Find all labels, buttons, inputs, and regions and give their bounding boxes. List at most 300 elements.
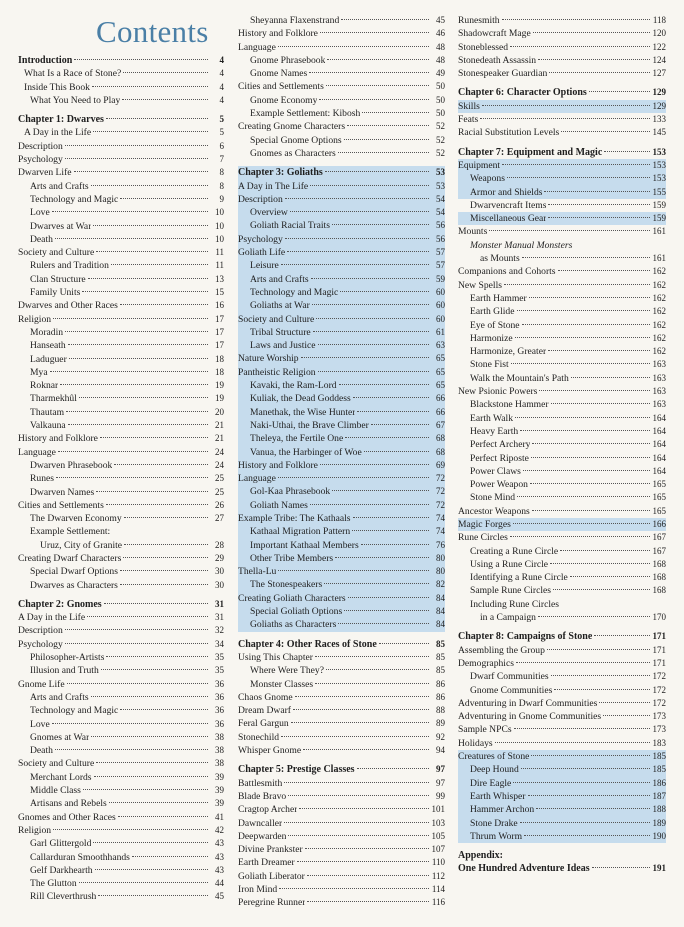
toc-entry	[458, 763, 666, 776]
toc-entry	[238, 54, 445, 67]
toc-entry	[18, 94, 224, 107]
toc-entry	[18, 419, 224, 432]
toc-entry	[458, 41, 666, 54]
dot-leader	[295, 696, 429, 697]
toc-chapter-entry	[238, 763, 445, 776]
toc-entry-label: Dwarves and Other Races	[18, 300, 118, 312]
toc-page-number: 164	[652, 412, 666, 423]
toc-entry-label: Monster Manual Monsters	[470, 239, 573, 251]
toc-entry-label: Language	[238, 41, 276, 53]
toc-entry-label: Gnomes as Characters	[250, 147, 336, 159]
toc-entry-label: Walk the Mountain's Path	[470, 372, 569, 384]
toc-entry-label: Philosopher-Artists	[30, 652, 105, 664]
toc-entry	[458, 319, 666, 332]
dot-leader	[517, 310, 651, 311]
toc-entry-label: Skills	[458, 100, 480, 112]
dot-leader	[495, 742, 650, 743]
dot-leader	[307, 901, 429, 902]
dot-leader	[319, 99, 429, 100]
dot-leader	[561, 131, 650, 132]
toc-entry	[238, 870, 445, 883]
toc-entry-label: Naki-Uthai, the Brave Climber	[250, 419, 369, 431]
toc-entry	[238, 14, 445, 27]
toc-page-number: 165	[652, 492, 666, 503]
toc-entry-label: Deep Hound	[470, 764, 519, 776]
toc-entry-label: Chaos Gnome	[238, 691, 293, 703]
toc-entry	[18, 797, 224, 810]
toc-page-number: 72	[436, 499, 445, 510]
toc-entry-label: The Glutton	[30, 878, 77, 890]
toc-page-number: 4	[219, 81, 224, 92]
toc-entry-label: Gnome Phrasebook	[250, 54, 326, 66]
toc-page-number: 116	[431, 897, 445, 908]
dot-leader	[290, 211, 429, 212]
dot-leader	[82, 291, 208, 292]
toc-chapter-entry	[18, 598, 224, 611]
toc-page-number: 50	[436, 94, 445, 105]
toc-entry-label: Overview	[250, 207, 288, 219]
toc-page-number: 107	[431, 844, 445, 855]
toc-entry	[18, 771, 224, 784]
toc-entry	[238, 193, 445, 206]
toc-entry-label: Society and Culture	[18, 758, 95, 770]
dot-leader	[281, 264, 429, 265]
toc-entry-label: Description	[18, 140, 63, 152]
dot-leader	[344, 610, 429, 611]
toc-entry	[238, 485, 445, 498]
dot-leader	[106, 118, 208, 119]
toc-entry-label: Stonespeaker Guardian	[458, 68, 548, 80]
toc-entry	[458, 710, 666, 723]
toc-entry-label: Manethak, the Wise Hunter	[250, 406, 356, 418]
toc-entry-label: Sheyanna Flaxenstrand	[250, 15, 340, 26]
toc-page-number: 168	[652, 572, 666, 583]
toc-entry-label: Gelf Darkhearth	[30, 864, 93, 876]
toc-entry-label: Tribal Structure	[250, 326, 311, 338]
toc-page-number: 30	[215, 566, 224, 577]
toc-entry-label: Stone Mind	[470, 492, 516, 504]
toc-entry-label: Creating Goliath Characters	[238, 592, 346, 604]
toc-chapter-entry	[458, 849, 666, 862]
toc-page-number: 31	[215, 612, 224, 623]
toc-page-number: 36	[215, 678, 224, 689]
toc-page-number: 10	[215, 207, 224, 218]
dot-leader	[106, 504, 208, 505]
toc-entry-label: Chapter 8: Campaigns of Stone	[458, 631, 593, 643]
toc-entry-label: Moradin	[30, 326, 64, 338]
toc-entry	[458, 305, 666, 318]
toc-entry	[458, 830, 666, 843]
toc-entry-label: Theleya, the Fertile One	[250, 433, 344, 445]
toc-entry	[18, 353, 224, 366]
toc-entry-label: Special Dwarf Options	[30, 566, 118, 578]
toc-page-number: 32	[215, 625, 224, 636]
toc-entry	[458, 558, 666, 571]
dot-leader	[120, 709, 208, 710]
dot-leader	[287, 251, 429, 252]
dot-leader	[56, 477, 208, 478]
dot-leader	[516, 662, 650, 663]
toc-page-number: 85	[436, 651, 445, 662]
dot-leader	[338, 623, 429, 624]
toc-page-number: 165	[652, 505, 666, 516]
toc-page-number: 65	[436, 380, 445, 391]
toc-page-number: 118	[652, 15, 666, 25]
toc-entry-label: Arts and Crafts	[250, 273, 309, 285]
toc-page-number: 94	[436, 745, 445, 756]
dot-leader	[511, 363, 650, 364]
dot-leader	[547, 649, 650, 650]
toc-page-number: 164	[652, 439, 666, 450]
dot-leader	[532, 443, 650, 444]
dot-leader	[532, 510, 650, 511]
toc-entry	[18, 140, 224, 153]
toc-entry	[238, 803, 445, 816]
dot-leader	[326, 669, 429, 670]
toc-entry	[238, 27, 445, 40]
toc-entry	[458, 398, 666, 411]
toc-entry	[238, 578, 445, 591]
toc-page-number: 54	[436, 207, 445, 218]
toc-entry	[238, 259, 445, 272]
toc-entry-label: Adventuring in Dwarf Communities	[458, 697, 598, 709]
toc-entry-label: Technology and Magic	[250, 286, 339, 298]
toc-entry-label: Dire Eagle	[470, 777, 512, 789]
toc-page-number: 25	[215, 486, 224, 497]
toc-entry	[458, 113, 666, 126]
toc-page-number: 168	[652, 585, 666, 596]
toc-page-number: 25	[215, 473, 224, 484]
toc-entry	[458, 478, 666, 491]
toc-entry-label: Society and Culture	[18, 247, 95, 259]
toc-page-number: 16	[215, 300, 224, 311]
toc-entry	[18, 339, 224, 352]
toc-page-number: 13	[215, 273, 224, 284]
toc-entry-label: Mounts	[458, 226, 488, 238]
toc-entry-label: History and Folklore	[238, 28, 318, 40]
toc-entry	[238, 744, 445, 757]
toc-page-number: 30	[215, 579, 224, 590]
toc-page-number: 11	[215, 247, 224, 258]
dot-leader	[551, 403, 650, 404]
toc-entry	[238, 134, 445, 147]
toc-chapter-entry	[458, 862, 666, 875]
toc-page-number: 18	[215, 366, 224, 377]
toc-entry-label: Stonechild	[238, 731, 280, 743]
dot-leader	[599, 702, 650, 703]
toc-entry	[238, 120, 445, 133]
toc-entry-label: Iron Mind	[238, 884, 278, 895]
toc-entry	[458, 737, 666, 750]
dot-leader	[285, 238, 429, 239]
toc-entry-label: Demographics	[458, 657, 514, 669]
toc-entry	[238, 731, 445, 744]
toc-entry	[238, 717, 445, 730]
dot-leader	[74, 171, 208, 172]
dot-leader	[94, 776, 208, 777]
dot-leader	[55, 749, 208, 750]
toc-page-number: 164	[652, 465, 666, 476]
dot-leader	[348, 597, 429, 598]
toc-page-number: 165	[652, 479, 666, 490]
toc-page-number: 84	[436, 606, 445, 617]
toc-page-number: 36	[215, 691, 224, 702]
toc-page-number: 145	[652, 127, 666, 138]
toc-page-number: 164	[652, 452, 666, 463]
toc-entry-label: A Day in the Life	[18, 612, 86, 624]
toc-entry-label: Holidays	[458, 737, 493, 749]
toc-entry-label: in a Campaign	[480, 612, 536, 624]
dot-leader	[592, 867, 650, 868]
toc-page-number: 129	[652, 87, 666, 98]
toc-page-number: 27	[215, 513, 224, 524]
toc-entry	[458, 14, 666, 27]
toc-entry-label: Example Settlement: Kibosh	[250, 108, 361, 120]
toc-page-number: 74	[436, 512, 445, 523]
toc-page-number: 89	[436, 718, 445, 729]
toc-entry-label: Gnome Names	[250, 68, 308, 80]
dot-leader	[310, 504, 429, 505]
toc-page-number: 85	[436, 665, 445, 676]
dot-leader	[502, 19, 650, 20]
dot-leader	[320, 32, 429, 33]
toc-entry-label: Death	[30, 745, 53, 757]
toc-entry	[458, 723, 666, 736]
toc-entry-label: as Mounts	[480, 253, 520, 265]
dot-leader	[278, 570, 429, 571]
toc-page-number: 15	[215, 287, 224, 298]
dot-leader	[513, 782, 650, 783]
toc-page-number: 159	[652, 199, 666, 210]
dot-leader	[111, 264, 208, 265]
dot-leader	[79, 397, 208, 398]
toc-page-number: 17	[215, 326, 224, 337]
toc-page-number: 34	[215, 638, 224, 649]
toc-entry-label: What You Need to Play	[30, 94, 121, 106]
toc-entry	[458, 505, 666, 518]
dot-leader	[357, 768, 429, 769]
dot-leader	[87, 616, 208, 617]
toc-entry	[18, 220, 224, 233]
dot-leader	[132, 856, 208, 857]
dot-leader	[523, 470, 650, 471]
toc-entry	[458, 67, 666, 80]
toc-entry	[238, 107, 445, 120]
toc-entry-label: History and Folklore	[18, 433, 98, 445]
toc-entry	[238, 539, 445, 552]
toc-entry	[18, 206, 224, 219]
dot-leader	[371, 424, 429, 425]
toc-page-number: 97	[436, 764, 445, 775]
dot-leader	[550, 563, 650, 564]
toc-entry-label: Earth Walk	[470, 412, 514, 424]
toc-page-number: 162	[652, 306, 666, 317]
toc-entry	[238, 525, 445, 538]
toc-entry	[18, 851, 224, 864]
toc-entry-label: Thrum Worm	[470, 830, 523, 842]
dot-leader	[560, 550, 650, 551]
toc-entry	[238, 651, 445, 664]
toc-entry	[238, 67, 445, 80]
toc-page-number: 80	[436, 566, 445, 577]
dot-leader	[123, 557, 208, 558]
toc-entry	[18, 539, 224, 552]
dot-leader	[52, 211, 208, 212]
toc-entry-label: Kavaki, the Ram-Lord	[250, 380, 337, 392]
toc-entry-label: Religion	[18, 313, 52, 325]
toc-entry	[238, 180, 445, 193]
toc-page-number: 173	[652, 724, 666, 735]
toc-entry-label: Chapter 1: Dwarves	[18, 114, 104, 126]
dot-leader	[504, 284, 650, 285]
toc-page-number: 8	[219, 180, 224, 191]
dot-leader	[548, 217, 650, 218]
toc-entry	[18, 499, 224, 512]
toc-entry	[18, 718, 224, 731]
dot-leader	[507, 177, 650, 178]
toc-entry-label: Power Claws	[470, 465, 521, 477]
toc-entry	[238, 618, 445, 631]
toc-page-number: 53	[436, 167, 445, 178]
toc-entry	[458, 199, 666, 212]
toc-page-number: 10	[215, 220, 224, 231]
toc-page-number: 21	[215, 420, 224, 431]
dot-leader	[553, 589, 650, 590]
toc-entry	[458, 225, 666, 238]
toc-chapter-entry	[458, 630, 666, 643]
toc-page-number: 5	[219, 127, 224, 138]
toc-page-number: 49	[436, 68, 445, 79]
toc-page-number: 122	[652, 41, 666, 52]
toc-entry	[458, 531, 666, 544]
dot-leader	[335, 557, 429, 558]
dot-leader	[362, 112, 429, 113]
dot-leader	[589, 91, 650, 92]
dot-leader	[120, 304, 208, 305]
toc-page-number: 5	[219, 114, 224, 125]
dot-leader	[120, 584, 208, 585]
toc-entry-label: Creating a Rune Circle	[470, 545, 559, 557]
toc-entry	[238, 406, 445, 419]
dot-leader	[324, 583, 429, 584]
dot-leader	[91, 185, 208, 186]
toc-page-number: 61	[436, 326, 445, 337]
dot-leader	[531, 457, 650, 458]
dot-leader	[510, 536, 650, 537]
toc-page-number: 86	[436, 678, 445, 689]
toc-entry-label: Equipment	[458, 159, 501, 171]
toc-entry-label: Important Kathaal Members	[250, 539, 359, 551]
toc-entry	[18, 664, 224, 677]
dot-leader	[364, 451, 429, 452]
toc-page-number: 171	[652, 644, 666, 655]
dot-leader	[544, 191, 650, 192]
toc-page-number: 67	[436, 419, 445, 430]
toc-entry-label: Gnome Life	[18, 678, 65, 690]
toc-page-number: 65	[436, 353, 445, 364]
dot-leader	[293, 709, 429, 710]
toc-entry-label: Family Units	[30, 287, 81, 299]
toc-page-number: 162	[652, 266, 666, 277]
toc-page-number: 18	[215, 353, 224, 364]
toc-page-number: 35	[215, 665, 224, 676]
dot-leader	[524, 835, 650, 836]
toc-entry-label: Gol-Kaa Phrasebook	[250, 486, 331, 498]
dot-leader	[361, 544, 429, 545]
toc-entry-label: Cities and Settlements	[238, 81, 324, 93]
dot-leader	[55, 238, 208, 239]
toc-page-number: 127	[652, 68, 666, 79]
toc-entry	[458, 27, 666, 40]
dot-leader	[53, 318, 208, 319]
dot-leader	[538, 616, 650, 617]
toc-page-number: 59	[436, 273, 445, 284]
toc-entry-label: Chapter 4: Other Races of Stone	[238, 638, 377, 650]
toc-entry	[458, 777, 666, 790]
dot-leader	[301, 357, 429, 358]
dot-leader	[96, 762, 208, 763]
toc-page-number: 189	[652, 817, 666, 828]
dot-leader	[517, 496, 650, 497]
toc-page-number: 167	[652, 532, 666, 543]
toc-entry-label: Technology and Magic	[30, 193, 119, 205]
toc-entry-label: Heavy Earth	[470, 425, 519, 437]
toc-entry	[458, 345, 666, 358]
toc-entry-label: Society and Culture	[238, 313, 315, 325]
dot-leader	[344, 139, 429, 140]
toc-page-number: 10	[215, 233, 224, 244]
dot-leader	[93, 225, 208, 226]
toc-entry-label: Middle Class	[30, 785, 81, 797]
dot-leader	[74, 59, 208, 60]
toc-entry-label: New Spells	[458, 279, 502, 291]
dot-leader	[311, 278, 429, 279]
dot-leader	[379, 643, 429, 644]
toc-page-number: 52	[436, 134, 445, 145]
toc-entry-label: Goliaths at War	[250, 300, 310, 312]
dot-leader	[120, 570, 208, 571]
toc-page-number: 163	[652, 359, 666, 370]
dot-leader	[528, 795, 650, 796]
toc-entry-label: Perfect Archery	[470, 439, 531, 451]
dot-leader	[96, 491, 208, 492]
toc-entry	[18, 233, 224, 246]
toc-entry-label: One Hundred Adventure Ideas	[458, 863, 590, 875]
toc-entry-label: Earth Glide	[470, 306, 515, 318]
toc-entry	[238, 790, 445, 803]
toc-chapter-entry	[458, 146, 666, 159]
toc-entry	[238, 352, 445, 365]
dot-leader	[318, 344, 429, 345]
toc-entry-label: Arts and Crafts	[30, 691, 89, 703]
dot-leader	[313, 331, 429, 332]
toc-page-number: 42	[215, 824, 224, 835]
toc-entry	[238, 246, 445, 259]
toc-page-number: 162	[652, 332, 666, 343]
toc-entry	[458, 239, 666, 252]
toc-entry-label: Monster Classes	[250, 678, 314, 690]
toc-entry-label: Description	[18, 625, 63, 637]
toc-page-number: 19	[215, 393, 224, 404]
toc-entry	[18, 486, 224, 499]
toc-page-number: 186	[652, 777, 666, 788]
toc-page-number: 36	[215, 718, 224, 729]
toc-entry	[458, 644, 666, 657]
dot-leader	[521, 768, 650, 769]
toc-page-number: 155	[652, 186, 666, 197]
dot-leader	[288, 795, 429, 796]
toc-entry-label: Rill Cleverthrush	[30, 891, 97, 903]
